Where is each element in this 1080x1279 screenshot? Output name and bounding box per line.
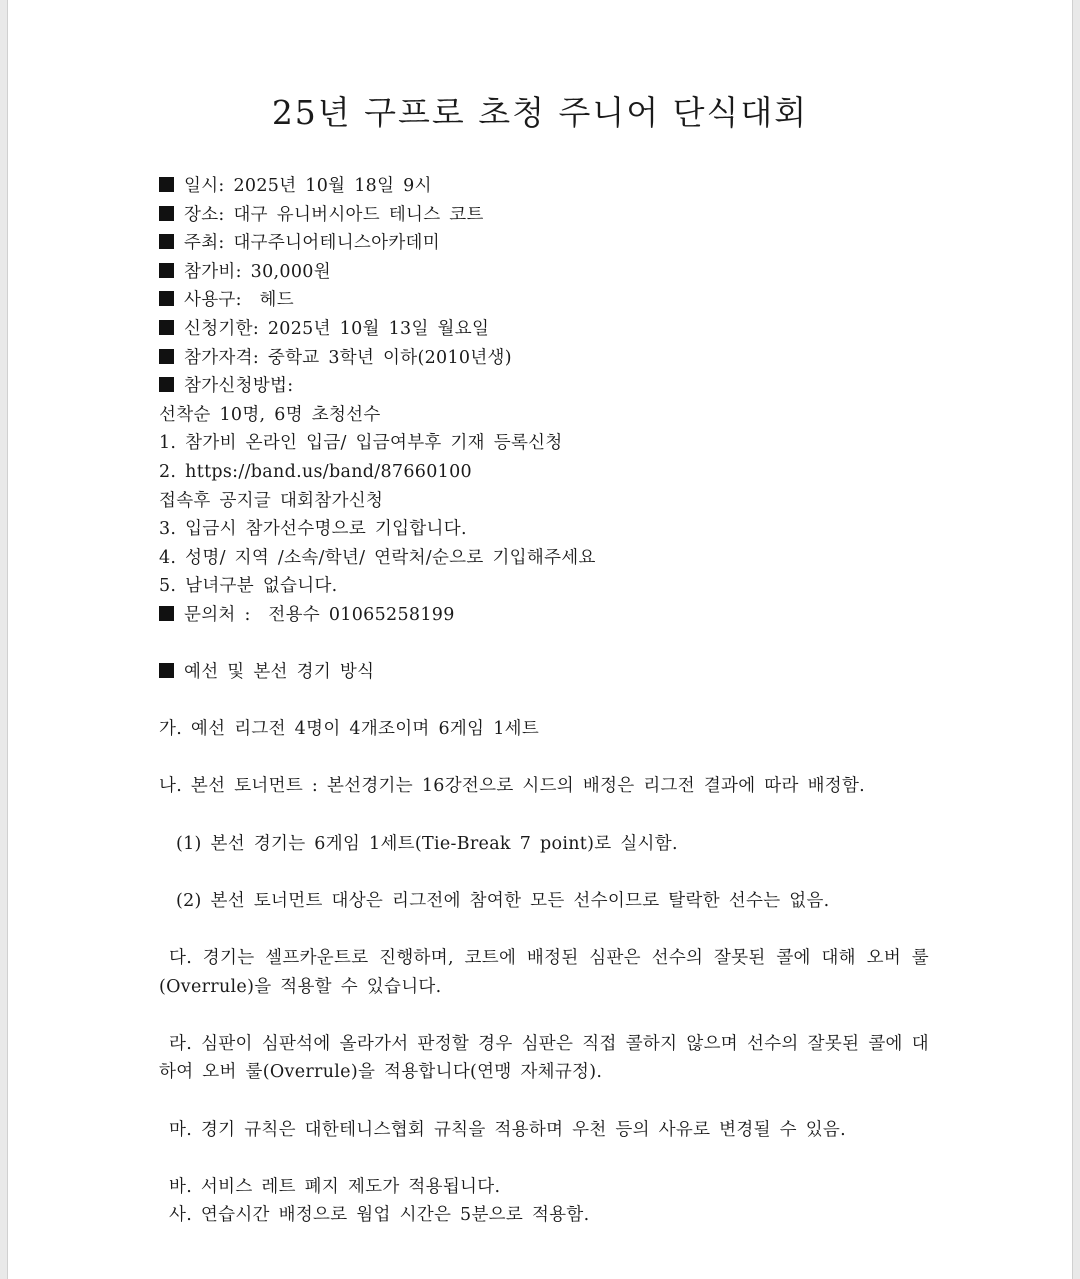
square-bullet-icon — [159, 377, 174, 392]
square-bullet-icon — [159, 606, 174, 621]
spacer — [159, 687, 929, 716]
square-bullet-icon — [159, 234, 174, 249]
info-deadline: 신청기한: 2025년 10월 13일 월요일 — [159, 315, 929, 344]
spacer — [159, 1144, 929, 1173]
apply-link[interactable]: 2. https://band.us/band/87660100 — [159, 461, 472, 482]
info-ball: 사용구: 헤드 — [159, 286, 929, 315]
square-bullet-icon — [159, 206, 174, 221]
viewer-right-margin — [1072, 0, 1080, 1279]
square-bullet-icon — [159, 663, 174, 678]
info-date: 일시: 2025년 10월 18일 9시 — [159, 172, 929, 201]
info-contact: 문의처 : 전용수 01065258199 — [159, 601, 929, 630]
info-apply-method: 참가신청방법: — [159, 372, 929, 401]
viewer-left-margin — [0, 0, 8, 1279]
rule-na: 나. 본선 토너먼트 : 본선경기는 16강전으로 시드의 배정은 리그전 결과에 따라 배정함. — [159, 776, 866, 797]
spacer — [159, 1087, 929, 1116]
square-bullet-icon — [159, 291, 174, 306]
rule-na-1: (1) 본선 경기는 6게임 1세트(Tie-Break 7 point)로 실시함. — [176, 833, 678, 854]
document-page — [8, 0, 1072, 1279]
info-fee: 참가비: 30,000원 — [159, 258, 929, 287]
rule-ga: 가. 예선 리그전 4명이 4개조이며 6게임 1세트 — [159, 719, 540, 740]
spacer — [159, 744, 929, 773]
apply-line: 4. 성명/ 지역 /소속/학년/ 연락처/순으로 기입해주세요 — [159, 547, 596, 568]
spacer — [159, 630, 929, 659]
info-eligibility: 참가자격: 중학교 3학년 이하(2010년생) — [159, 344, 929, 373]
info-host: 주최: 대구주니어테니스아카데미 — [159, 229, 929, 258]
rule-ba: 바. 서비스 레트 폐지 제도가 적용됩니다. — [169, 1176, 501, 1197]
apply-line: 3. 입금시 참가선수명으로 기입합니다. — [159, 519, 467, 540]
spacer — [159, 801, 929, 830]
spacer — [159, 915, 929, 944]
apply-line: 1. 참가비 온라인 입금/ 입금여부후 기재 등록신청 — [159, 433, 563, 454]
square-bullet-icon — [159, 349, 174, 364]
rule-da: 다. 경기는 셀프카운트로 진행하며, 코트에 배정된 심판은 선수의 잘못된 콜에 대해 오버 룰(Overrule)을 적용할 수 있습니다. — [159, 948, 929, 997]
square-bullet-icon — [159, 263, 174, 278]
rule-na-2: (2) 본선 토너먼트 대상은 리그전에 참여한 모든 선수이므로 탈락한 선수는 없음. — [176, 890, 830, 911]
rule-sa: 사. 연습시간 배정으로 웜업 시간은 5분으로 적용함. — [169, 1205, 590, 1226]
spacer — [159, 858, 929, 887]
format-heading: 예선 및 본선 경기 방식 — [159, 658, 929, 687]
info-venue: 장소: 대구 유니버시아드 테니스 코트 — [159, 201, 929, 230]
apply-line: 선착순 10명, 6명 초청선수 — [159, 404, 381, 425]
square-bullet-icon — [159, 320, 174, 335]
document-title: 25년 구프로 초청 주니어 단식대회 — [271, 93, 809, 132]
apply-line: 5. 남녀구분 없습니다. — [159, 576, 338, 597]
square-bullet-icon — [159, 177, 174, 192]
rule-ma: 마. 경기 규칙은 대한테니스협회 규칙을 적용하며 우천 등의 사유로 변경될 수 있음. — [169, 1119, 846, 1140]
document-body — [159, 172, 929, 1230]
spacer — [159, 1001, 929, 1030]
apply-line: 접속후 공지글 대회참가신청 — [159, 490, 384, 511]
rule-ra: 라. 심판이 심판석에 올라가서 판정할 경우 심판은 직접 콜하지 않으며 선수의 잘못된 콜에 대하여 오버 룰(Overrule)을 적용합니다(연맹 자체규정). — [159, 1033, 929, 1083]
